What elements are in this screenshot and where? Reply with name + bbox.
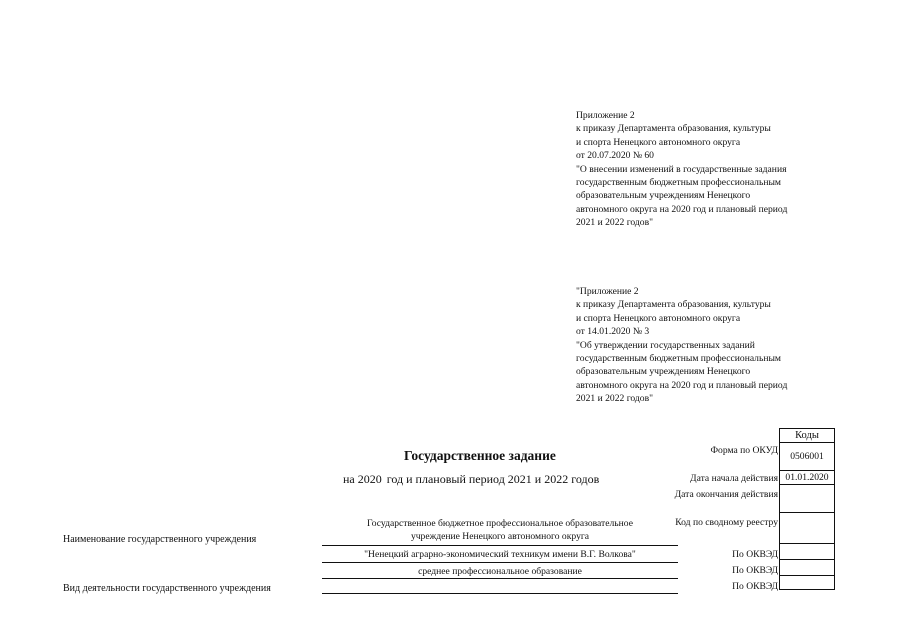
period-year2: 2021 bbox=[507, 472, 532, 486]
institution-name-label: Наименование государственного учреждения bbox=[63, 534, 257, 545]
appendix-line: от 20.07.2020 № 60 bbox=[576, 150, 654, 162]
period-suffix: годов bbox=[571, 472, 600, 486]
underline bbox=[322, 578, 678, 579]
code-start-date: 01.01.2020 bbox=[780, 471, 835, 485]
label-okud: Форма по ОКУД bbox=[710, 445, 778, 456]
label-okved-2: По ОКВЭД bbox=[732, 565, 778, 576]
appendix-line: государственным бюджетным профессиональным bbox=[576, 176, 781, 188]
label-start-date: Дата начала действия bbox=[690, 473, 778, 484]
institution-name-line-3: "Ненецкий аграрно-экономический техникум имени В.Г. Волкова" bbox=[364, 549, 636, 560]
period-and: и bbox=[534, 472, 542, 486]
appendix-line: "Об утверждении государственных заданий bbox=[576, 339, 755, 351]
appendix-line: 2021 и 2022 годов" bbox=[576, 217, 654, 229]
appendix-line: к приказу Департамента образования, культуры bbox=[576, 299, 771, 311]
appendix-original bbox=[576, 285, 787, 406]
label-okved-1: По ОКВЭД bbox=[732, 549, 778, 560]
appendix-line: к приказу Департамента образования, культуры bbox=[576, 123, 771, 135]
activity-label: Вид деятельности государственного учреждения bbox=[63, 583, 271, 594]
appendix-line: государственным бюджетным профессиональным bbox=[576, 352, 781, 364]
code-okved-3 bbox=[780, 576, 835, 590]
appendix-line: автономного округа на 2020 год и плановый период bbox=[576, 379, 788, 391]
appendix-line: от 14.01.2020 № 3 bbox=[576, 326, 650, 338]
appendix-line: автономного округа на 2020 год и плановый период bbox=[576, 203, 788, 215]
label-okved-3: По ОКВЭД bbox=[732, 581, 778, 592]
institution-name-line-1: Государственное бюджетное профессиональное образовательное bbox=[367, 518, 633, 529]
document-title: Государственное задание bbox=[404, 448, 556, 463]
code-okved-1 bbox=[780, 544, 835, 560]
appendix-line: 2021 и 2022 годов" bbox=[576, 393, 654, 405]
underline bbox=[322, 562, 678, 563]
code-okud: 0506001 bbox=[780, 443, 835, 471]
code-okved-2 bbox=[780, 560, 835, 576]
codes-table bbox=[779, 428, 835, 590]
period-line bbox=[343, 472, 599, 487]
appendix-line: Приложение 2 bbox=[576, 110, 635, 121]
period-year: 2020 bbox=[357, 472, 382, 486]
underline bbox=[322, 593, 678, 594]
code-registry bbox=[780, 513, 835, 544]
activity-value: среднее профессиональное образование bbox=[418, 566, 582, 577]
period-middle: год и плановый период bbox=[386, 472, 505, 486]
appendix-line: "О внесении изменений в государственные задания bbox=[576, 163, 787, 175]
code-end-date bbox=[780, 485, 835, 513]
period-prefix: на bbox=[343, 472, 355, 486]
institution-name-line-2: учреждение Ненецкого автономного округа bbox=[410, 531, 590, 542]
appendix-line: и спорта Ненецкого автономного округа bbox=[576, 136, 741, 148]
appendix-line: образовательным учреждениям Ненецкого bbox=[576, 190, 751, 202]
codes-header: Коды bbox=[780, 429, 835, 443]
appendix-line: "Приложение 2 bbox=[576, 286, 639, 297]
appendix-amendment bbox=[576, 109, 787, 230]
appendix-line: и спорта Ненецкого автономного округа bbox=[576, 312, 741, 324]
period-year3: 2022 bbox=[544, 472, 569, 486]
label-end-date: Дата окончания действия bbox=[674, 489, 778, 500]
label-registry-code: Код по сводному реестру bbox=[675, 517, 778, 528]
appendix-line: образовательным учреждениям Ненецкого bbox=[576, 366, 751, 378]
underline bbox=[322, 545, 678, 546]
